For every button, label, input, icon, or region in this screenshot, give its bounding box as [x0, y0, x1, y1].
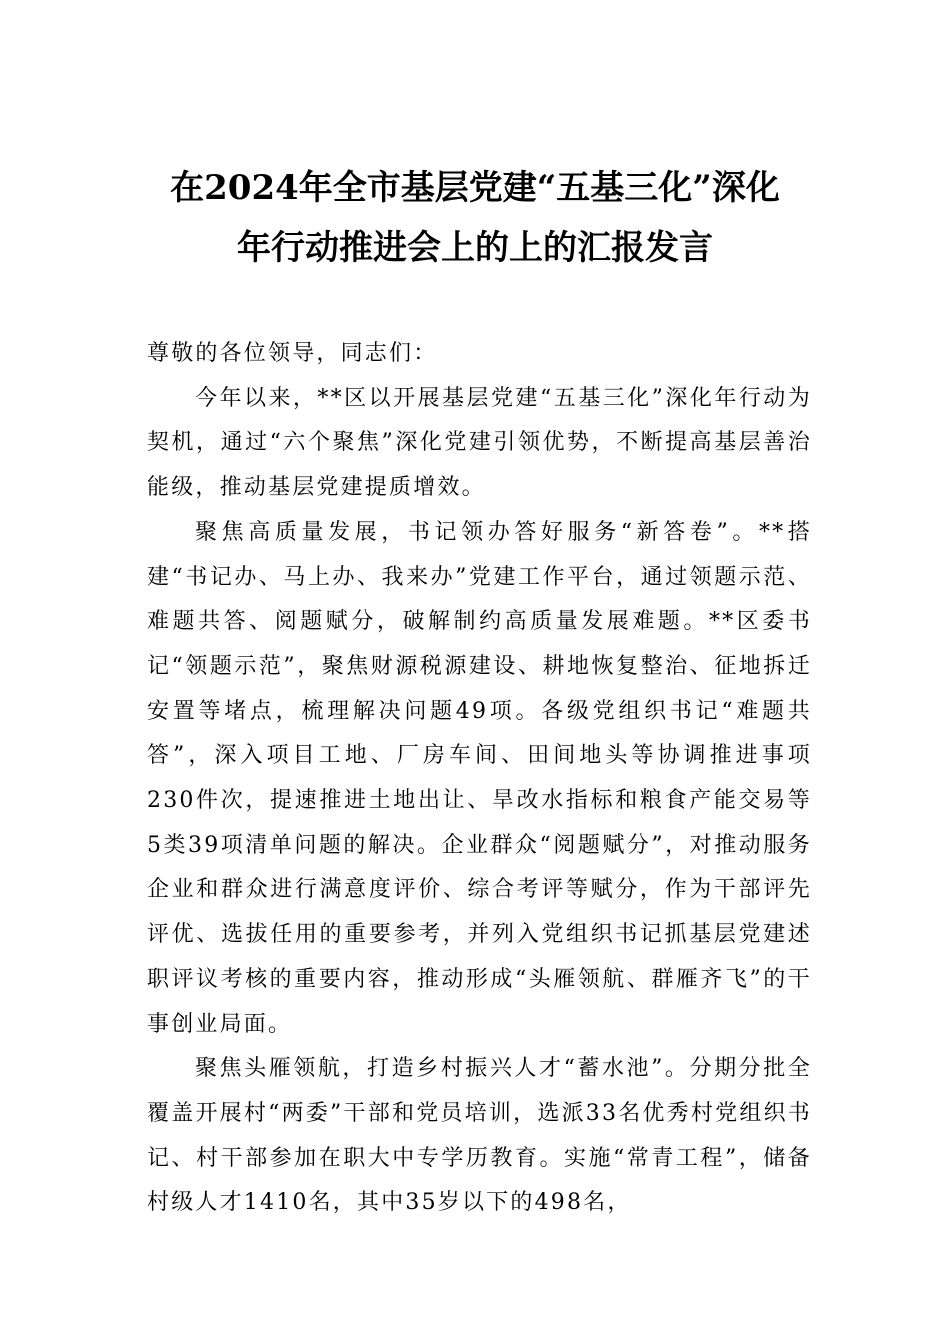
document-body	[147, 332, 812, 1226]
title-line-1: 在2024年全市基层党建“五基三化”深化	[170, 168, 780, 208]
paragraph-2: 聚焦高质量发展，书记领办答好服务“新答卷”。**搭建“书记办、马上办、我来办”党建工作平台，通过领题示范、难题共答、阅题赋分，破解制约高质量发展难题。**区委书记“领题示范”，聚焦财源税源建设、耕地恢复整治、征地拆迁安置等堵点，梳理解决问题49项。各级党组织书记“难题共答”，深入项目工地、厂房车间、田间地头等协调推进事项230件次，提速推进土地出让、旱改水指标和粮食产能交易等5类39项清单问题的解决。企业群众“阅题赋分”，对推动服务企业和群众进行满意度评价、综合考评等赋分，作为干部评先评优、选拔任用的重要参考，并列入党组织书记抓基层党建述职评议考核的重要内容，推动形成“头雁领航、群雁齐飞”的干事创业局面。	[147, 519, 812, 1037]
title-line-2: 年行动推进会上的上的汇报发言	[237, 228, 713, 268]
salutation: 尊敬的各位领导，同志们：	[147, 341, 438, 366]
paragraph-3: 聚焦头雁领航，打造乡村振兴人才“蓄水池”。分期分批全覆盖开展村“两委”干部和党员培训，选派33名优秀村党组织书记、村干部参加在职大中专学历教育。实施“常青工程”，储备村级人才1410名，其中35岁以下的498名，	[147, 1056, 812, 1216]
paragraph-1: 今年以来，**区以开展基层党建“五基三化”深化年行动为契机，通过“六个聚焦”深化党建引领优势，不断提高基层善治能级，推动基层党建提质增效。	[147, 385, 812, 501]
document-title	[130, 158, 820, 278]
